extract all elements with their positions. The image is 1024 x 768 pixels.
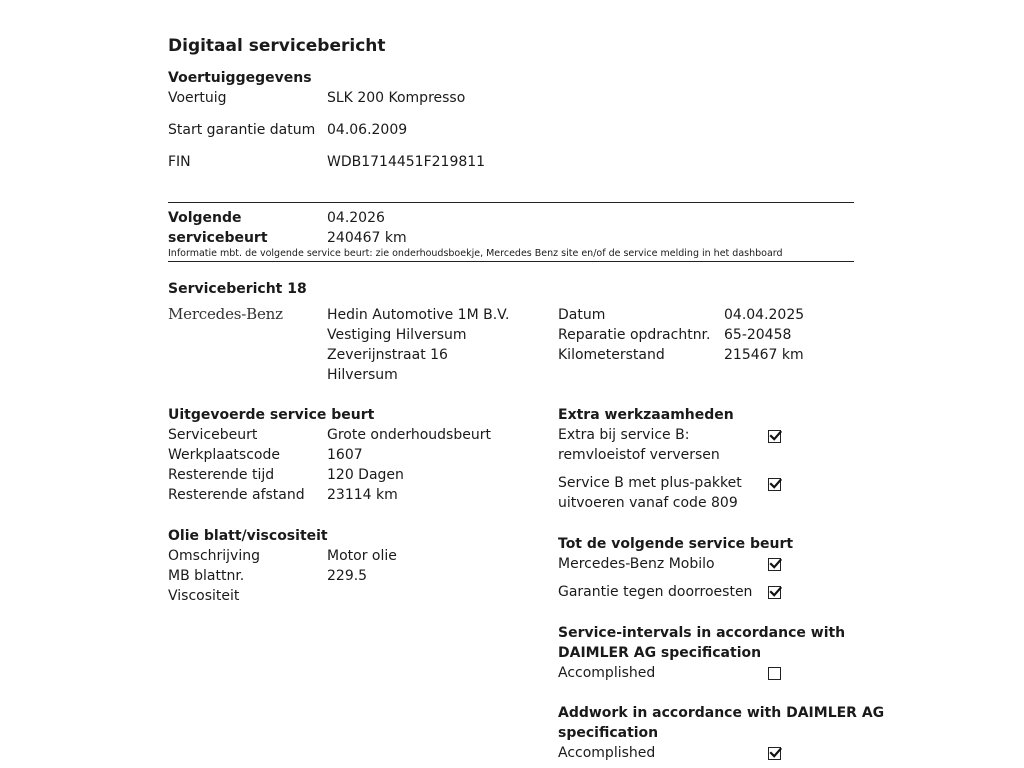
page-title: Digitaal servicebericht [168, 36, 386, 56]
mileage-value: 215467 km [724, 347, 804, 363]
oil-sheet-label: MB blattnr. [168, 568, 245, 584]
divider-bottom [168, 261, 854, 262]
remaining-distance-label: Resterende afstand [168, 487, 305, 503]
viscosity-label: Viscositeit [168, 588, 240, 604]
mobilo-label: Mercedes-Benz Mobilo [558, 556, 715, 572]
mobilo-checkbox[interactable] [768, 558, 781, 571]
intervals-accomplished-label: Accomplished [558, 665, 656, 681]
vehicle-heading: Voertuiggegevens [168, 70, 312, 86]
warranty-start-value: 04.06.2009 [327, 122, 408, 138]
extra-item-1-checkbox[interactable] [768, 430, 781, 443]
order-number-label: Reparatie opdrachtnr. [558, 327, 711, 343]
checkmark-icon [768, 476, 783, 491]
extra-item-2-checkbox[interactable] [768, 478, 781, 491]
dealer-name: Hedin Automotive 1M B.V. [327, 307, 510, 323]
service-type-label: Servicebeurt [168, 427, 258, 443]
warranty-start-label: Start garantie datum [168, 122, 316, 138]
intervals-accomplished-checkbox[interactable] [768, 667, 781, 680]
extra-item-2-line2: uitvoeren vanaf code 809 [558, 495, 738, 511]
until-next-heading: Tot de volgende service beurt [558, 536, 794, 552]
next-service-info: Informatie mbt. de volgende service beurt: zie onderhoudsboekje, Mercedes Benz site en/of de service melding in het dashboard [168, 248, 783, 259]
divider-top [168, 202, 854, 203]
checkmark-icon [768, 745, 783, 760]
performed-heading: Uitgevoerde service beurt [168, 407, 375, 423]
vehicle-value: SLK 200 Kompresso [327, 90, 466, 106]
remaining-distance-value: 23114 km [327, 487, 398, 503]
extra-item-2-line1: Service B met plus-pakket [558, 475, 742, 491]
next-service-label-line1: Volgende [168, 210, 242, 226]
service-type-value: Grote onderhoudsbeurt [327, 427, 491, 443]
fin-value: WDB1714451F219811 [327, 154, 486, 170]
addwork-heading-line1: Addwork in accordance with DAIMLER AG [558, 705, 885, 721]
checkmark-icon [768, 428, 783, 443]
remaining-time-value: 120 Dagen [327, 467, 404, 483]
date-value: 04.04.2025 [724, 307, 805, 323]
next-service-label-line2: servicebeurt [168, 230, 268, 246]
workshop-code-label: Werkplaatscode [168, 447, 280, 463]
dealer-city: Hilversum [327, 367, 398, 383]
extra-heading: Extra werkzaamheden [558, 407, 734, 423]
addwork-accomplished-label: Accomplished [558, 745, 656, 761]
remaining-time-label: Resterende tijd [168, 467, 275, 483]
dealer-branch: Vestiging Hilversum [327, 327, 467, 343]
rust-warranty-checkbox[interactable] [768, 586, 781, 599]
extra-item-1-line2: remvloeistof verversen [558, 447, 720, 463]
checkmark-icon [768, 584, 783, 599]
next-service-date: 04.2026 [327, 210, 385, 226]
message-heading: Servicebericht 18 [168, 281, 307, 297]
order-number-value: 65-20458 [724, 327, 792, 343]
date-label: Datum [558, 307, 606, 323]
rust-warranty-label: Garantie tegen doorroesten [558, 584, 753, 600]
extra-item-1-line1: Extra bij service B: [558, 427, 690, 443]
dealer-street: Zeverijnstraat 16 [327, 347, 448, 363]
next-service-km: 240467 km [327, 230, 407, 246]
checkmark-icon [768, 556, 783, 571]
intervals-heading-line1: Service-intervals in accordance with [558, 625, 846, 641]
oil-sheet-value: 229.5 [327, 568, 368, 584]
intervals-heading-line2: DAIMLER AG specification [558, 645, 762, 661]
addwork-accomplished-checkbox[interactable] [768, 747, 781, 760]
vehicle-label: Voertuig [168, 90, 227, 106]
oil-description-label: Omschrijving [168, 548, 260, 564]
oil-heading: Olie blatt/viscositeit [168, 528, 328, 544]
mileage-label: Kilometerstand [558, 347, 665, 363]
fin-label: FIN [168, 154, 191, 170]
addwork-heading-line2: specification [558, 725, 659, 741]
oil-description-value: Motor olie [327, 548, 397, 564]
workshop-code-value: 1607 [327, 447, 363, 463]
brand-logo: Mercedes-Benz [168, 305, 283, 323]
